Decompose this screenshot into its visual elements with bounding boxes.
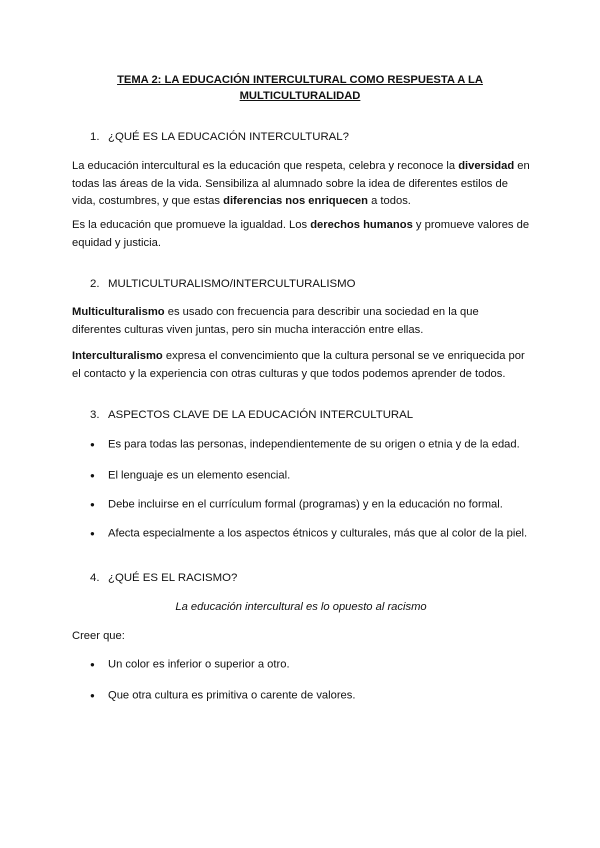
title-line-2: MULTICULTURALIDAD [239, 90, 361, 102]
text-run: expresa el convencimiento que la cultura personal se ve enriquecida por el contacto y la experiencia con otras culturas y que todos podemos aprender de todos. [72, 350, 525, 380]
title-line-1: TEMA 2: LA EDUCACIÓN INTERCULTURAL COMO RESPUESTA A LA [117, 74, 483, 86]
list-item-text: Un color es inferior o superior a otro. [108, 658, 290, 671]
bold-term-derechos-humanos: derechos humanos [310, 219, 413, 231]
section-1-number: 1. [90, 131, 100, 143]
list-item-text: Afecta especialmente a los aspectos étnicos y culturales, más que al color de la piel. [108, 527, 528, 540]
section-4-number: 4. [90, 572, 100, 584]
list-item [90, 497, 530, 512]
bold-term-diferencias: diferencias nos enriquecen [223, 195, 368, 207]
list-item-text: Debe incluirse en el currículum formal (programas) y en la educación no formal. [108, 498, 503, 511]
bold-term-diversidad: diversidad [458, 160, 515, 172]
section-4-title: ¿QUÉ ES EL RACISMO? [108, 572, 238, 584]
section-1-paragraph-1 [72, 158, 530, 211]
section-3-number: 3. [90, 409, 100, 421]
list-item [90, 468, 530, 483]
list-item-text: Es para todas las personas, independientemente de su origen o etnia y de la edad. [108, 438, 520, 451]
text-run: La educación intercultural es la educación que respeta, celebra y reconoce la [72, 160, 459, 172]
section-4-intro: Creer que: [72, 630, 125, 642]
list-item [90, 526, 530, 541]
list-item [90, 657, 530, 672]
text-run: Es la educación que promueve la igualdad. Los [72, 219, 311, 231]
italic-quote: La educación intercultural es lo opuesto al racismo [175, 601, 427, 613]
bold-term-multiculturalismo: Multiculturalismo [72, 306, 165, 318]
bullet-icon: ● [90, 691, 95, 700]
bullet-icon: ● [90, 500, 95, 509]
bullet-icon: ● [90, 529, 95, 538]
section-3-heading [90, 408, 413, 423]
list-item-text: Que otra cultura es primitiva o carente de valores. [108, 689, 356, 702]
list-item [90, 437, 530, 452]
text-run: y promueve valores de equidad y justicia. [72, 219, 530, 249]
bold-term-interculturalismo: Interculturalismo [72, 350, 163, 362]
bullet-icon: ● [90, 440, 95, 449]
section-2-number: 2. [90, 278, 100, 290]
section-4-heading [90, 571, 237, 586]
section-2-paragraph-1 [72, 304, 530, 339]
text-run: en todas las áreas de la vida. Sensibiliza al alumnado sobre la idea de diferentes estilos de vida, costumbres, y que estas [72, 160, 530, 207]
bullet-icon: ● [90, 471, 95, 480]
section-1-title: ¿QUÉ ES LA EDUCACIÓN INTERCULTURAL? [108, 131, 349, 143]
text-run: a todos. [367, 195, 411, 207]
bullet-icon: ● [90, 660, 95, 669]
list-item [90, 688, 530, 703]
list-item-text: El lenguaje es un elemento esencial. [108, 469, 291, 482]
document-title [90, 72, 510, 104]
text-run: es usado con frecuencia para describir una sociedad en la que diferentes culturas viven juntas, pero sin mucha interacción entre ellas. [72, 306, 479, 336]
section-2-paragraph-2 [72, 348, 530, 383]
section-2-heading [90, 277, 355, 292]
section-1-paragraph-2 [72, 217, 530, 252]
section-3-title: ASPECTOS CLAVE DE LA EDUCACIÓN INTERCULTURAL [108, 409, 414, 421]
section-2-title: MULTICULTURALISMO/INTERCULTURALISMO [108, 278, 356, 290]
section-1-heading [90, 130, 349, 145]
